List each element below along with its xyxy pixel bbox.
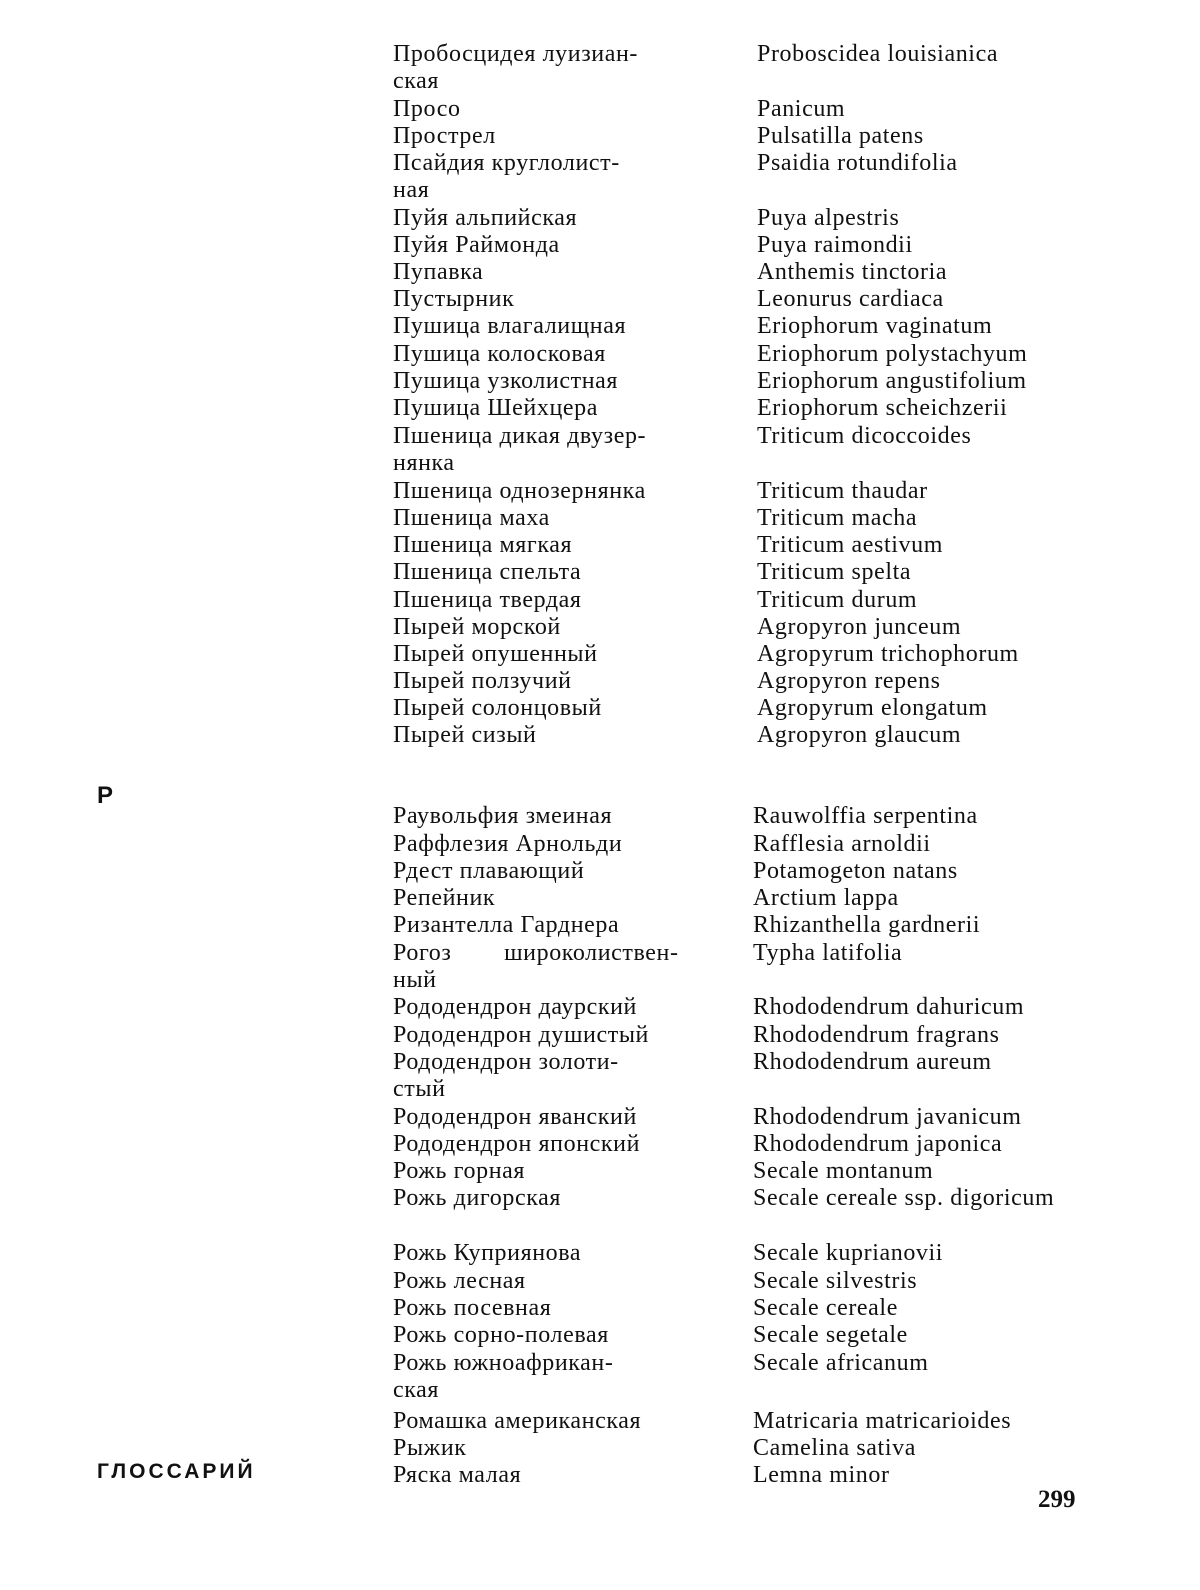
latin-name: Secale silvestris — [753, 1268, 918, 1294]
latin-name: Typha latifolia — [753, 940, 903, 966]
latin-name: Rhododendrum dahuricum — [753, 994, 1025, 1020]
russian-name: Рододендрон даурский — [393, 994, 637, 1020]
latin-name: Secale montanum — [753, 1158, 934, 1184]
latin-name: Eriophorum polystachyum — [757, 341, 1028, 367]
latin-name: Eriophorum angustifolium — [757, 368, 1027, 394]
latin-name: Psaidia rotundifolia — [757, 150, 958, 176]
latin-name: Agropyrum trichophorum — [757, 641, 1019, 667]
latin-name: Lemna minor — [753, 1462, 890, 1488]
latin-name: Rhododendrum aureum — [753, 1049, 992, 1075]
latin-name: Potamogeton natans — [753, 858, 958, 884]
latin-name: Secale kuprianovii — [753, 1240, 944, 1266]
latin-name: Eriophorum scheichzerii — [757, 395, 1008, 421]
russian-name: Пшеница маха — [393, 505, 550, 531]
latin-name: Rhizanthella gardnerii — [753, 912, 981, 938]
latin-name: Agropyrum elongatum — [757, 695, 988, 721]
russian-name: Пушица колосковая — [393, 341, 606, 367]
russian-name: Пушица Шейхцера — [393, 395, 599, 421]
latin-name: Agropyron glaucum — [757, 722, 962, 748]
russian-name: Псайдия круглолист- ная — [393, 150, 620, 203]
latin-name: Arctium lappa — [753, 885, 899, 911]
russian-name: Просо — [393, 96, 461, 122]
russian-name: Пуйя Раймонда — [393, 232, 560, 258]
russian-name: Рожь Куприянова — [393, 1240, 582, 1266]
latin-name: Triticum aestivum — [757, 532, 943, 558]
latin-name: Agropyron repens — [757, 668, 941, 694]
latin-name: Camelina sativa — [753, 1435, 916, 1461]
russian-name: Раувольфия змеиная — [393, 803, 613, 829]
latin-name: Triticum dicoccoides — [757, 423, 972, 449]
russian-name: Ризантелла Гарднера — [393, 912, 620, 938]
latin-name: Panicum — [757, 96, 846, 122]
latin-name: Rhododendrum japonica — [753, 1131, 1003, 1157]
russian-name: Пшеница спельта — [393, 559, 582, 585]
russian-name: Рожь горная — [393, 1158, 526, 1184]
russian-name: Пробосцидея луизиан- ская — [393, 41, 639, 94]
latin-name: Matricaria matricarioides — [753, 1408, 1012, 1434]
latin-name: Leonurus cardiaca — [757, 286, 944, 312]
latin-name: Rauwolffia serpentina — [753, 803, 978, 829]
russian-name: Пшеница дикая двузер- нянка — [393, 423, 647, 476]
latin-name: Pulsatilla patens — [757, 123, 924, 149]
latin-name: Proboscidea louisianica — [757, 41, 999, 67]
russian-name: Рожь лесная — [393, 1268, 526, 1294]
russian-name: Рожь дигорская — [393, 1185, 562, 1211]
russian-name: Пырей морской — [393, 614, 561, 640]
russian-name: Пшеница мягкая — [393, 532, 573, 558]
latin-name: Rafflesia arnoldii — [753, 831, 931, 857]
russian-name: Пшеница твердая — [393, 587, 582, 613]
russian-name: Пустырник — [393, 286, 515, 312]
russian-name: Рододендрон душистый — [393, 1022, 649, 1048]
latin-name: Rhododendrum fragrans — [753, 1022, 1000, 1048]
russian-name: Пушица влагалищная — [393, 313, 627, 339]
page-number: 299 — [1038, 1486, 1076, 1513]
latin-name: Rhododendrum javanicum — [753, 1104, 1022, 1130]
latin-name: Secale segetale — [753, 1322, 908, 1348]
russian-name: Пуйя альпийская — [393, 205, 578, 231]
latin-name: Triticum macha — [757, 505, 918, 531]
russian-name: Пырей сизый — [393, 722, 537, 748]
russian-name: Рожь южноафрикан- ская — [393, 1350, 614, 1403]
latin-name: Secale cereale — [753, 1295, 898, 1321]
section-letter: Р — [97, 782, 114, 809]
russian-name: Ромашка американская — [393, 1408, 642, 1434]
latin-name: Puya alpestris — [757, 205, 900, 231]
russian-name: Раффлезия Арнольди — [393, 831, 623, 857]
russian-name: Пырей ползучий — [393, 668, 572, 694]
russian-name: Рододендрон японский — [393, 1131, 641, 1157]
russian-name: Рыжик — [393, 1435, 467, 1461]
russian-name: Рогоз широколиствен- ный — [393, 940, 679, 993]
latin-name: Agropyron junceum — [757, 614, 962, 640]
latin-name: Triticum spelta — [757, 559, 912, 585]
russian-name: Рододендрон яванский — [393, 1104, 637, 1130]
latin-name: Anthemis tinctoria — [757, 259, 948, 285]
latin-name: Triticum durum — [757, 587, 918, 613]
russian-name: Репейник — [393, 885, 496, 911]
russian-name: Пшеница однозернянка — [393, 478, 646, 504]
russian-name: Ряска малая — [393, 1462, 522, 1488]
latin-name: Puya raimondii — [757, 232, 913, 258]
russian-name: Пупавка — [393, 259, 484, 285]
russian-name: Пырей солонцовый — [393, 695, 602, 721]
running-head: ГЛОССАРИЙ — [97, 1460, 256, 1483]
latin-name: Triticum thaudar — [757, 478, 928, 504]
latin-name: Eriophorum vaginatum — [757, 313, 993, 339]
russian-name: Пушица узколистная — [393, 368, 619, 394]
russian-name: Рожь посевная — [393, 1295, 552, 1321]
latin-name: Secale cereale ssp. digoricum — [753, 1185, 1055, 1211]
russian-name: Пырей опушенный — [393, 641, 598, 667]
russian-name: Прострел — [393, 123, 496, 149]
russian-name: Рдест плавающий — [393, 858, 585, 884]
russian-name: Рожь сорно-полевая — [393, 1322, 609, 1348]
latin-name: Secale africanum — [753, 1350, 929, 1376]
russian-name: Рододендрон золоти- стый — [393, 1049, 619, 1102]
